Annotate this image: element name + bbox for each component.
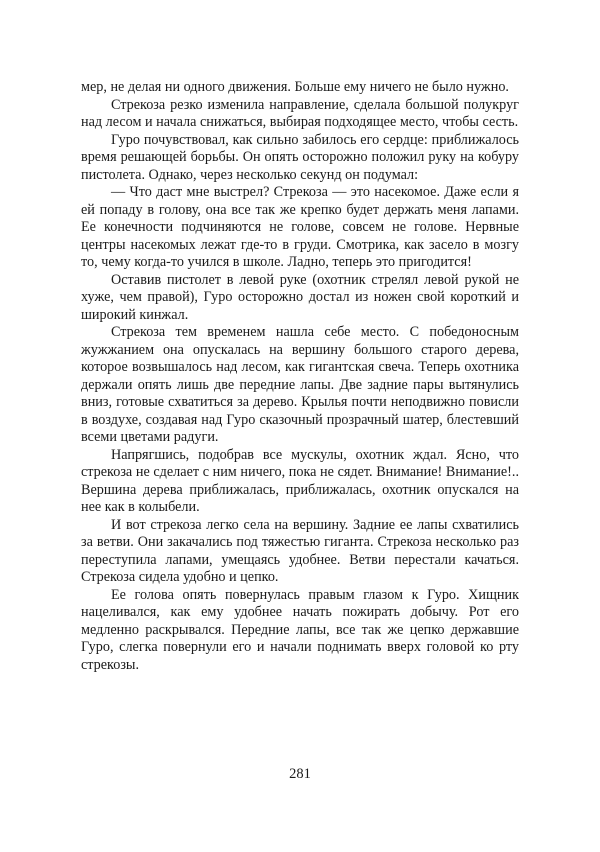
paragraph-7: Напрягшись, подобрав все мускулы, охотник ждал. Ясно, что стрекоза не сделает с ним ничего, пока не сядет. Внимание! Внимание!.. Вершина дерева приближалась, приближалась, охотник опускался на нее как в колыбели. [81,446,519,515]
paragraph-1: мер, не делая ни одного движения. Больше ему ничего не было нужно. [81,79,509,95]
page-number: 281 [289,766,311,782]
paragraph-9: Ее голова опять повернулась правым глазом к Гуро. Хищник нацеливался, как ему удобнее начать пожирать добычу. Рот его медленно раскрывался. Передние лапы, все так же цепко державшие Гуро, слегка повернули его и начали поднимать вверх головой ко рту стрекозы. [81,586,519,673]
page-text [81,79,519,674]
paragraph-4: — Что даст мне выстрел? Стрекоза — это насекомое. Даже если я ей попаду в голову, она все так же крепко будет держать меня лапами. Ее конечности подчиняются не голове, совсем не голове. Нервные центры насекомых лежат где-то в груди. Смотрика, как засело в мозгу то, чему когда-то учился в школе. Ладно, теперь это пригодится! [81,184,519,270]
paragraph-3: Гуро почувствовал, как сильно забилось его сердце: приближалось время решающей борьбы. Он опять осторожно положил руку на кобуру пистолета. Однако, через несколько секунд он подумал: [81,131,519,183]
paragraph-5: Оставив пистолет в левой руке (охотник стрелял левой рукой не хуже, чем правой), Гуро осторожно достал из ножен свой короткий и широкий кинжал. [81,271,519,323]
paragraph-6: Стрекоза тем временем нашла себе место. С победоносным жужжанием она опускалась на вершину большого старого дерева, которое возвышалось над лесом, как гигантская свеча. Теперь охотника держали опять лишь две передние лапы. Две задние пары вытянулись вниз, готовые схватиться за дерево. Крылья почти неподвижно повисли в воздухе, создавая над Гуро сказочный прозрачный шатер, блестевший всеми цветами радуги. [81,324,519,445]
paragraph-8: И вот стрекоза легко села на вершину. Задние ее лапы схватились за ветви. Они закачались под тяжестью гиганта. Стрекоза несколько раз переступила лапами, умещаясь удобнее. Ветви перестали качаться. Стрекоза сидела удобно и цепко. [81,516,519,585]
paragraph-2: Стрекоза резко изменила направление, сделала большой полукруг над лесом и начала снижаться, выбирая подходящее место, чтобы сесть. [81,96,519,130]
